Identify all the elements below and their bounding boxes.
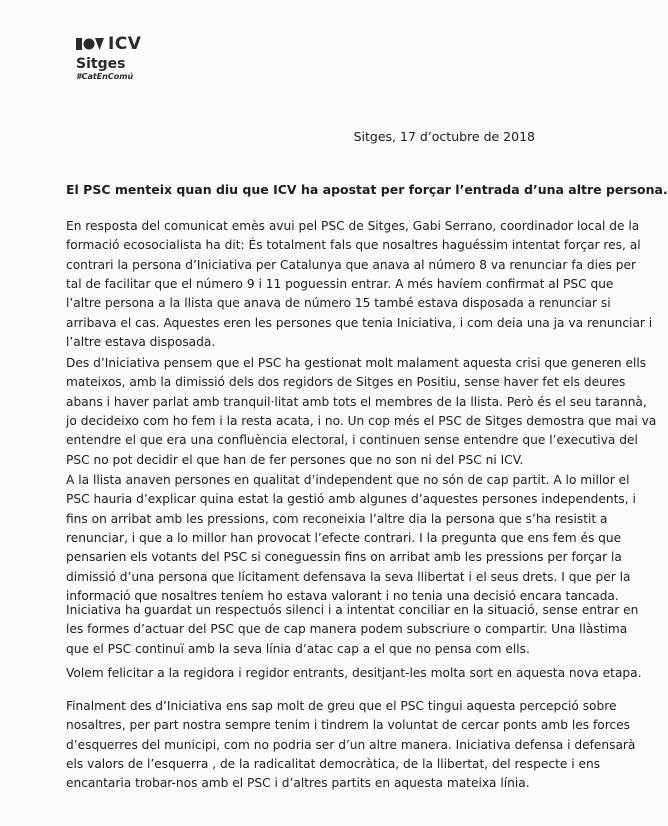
logo-brand: ICV <box>108 34 142 54</box>
paragraph-line: formació ecosocialista ha dit: És totalment fals que nosaltres haguéssim intentat forçar res, al <box>66 238 641 253</box>
paragraph-line: PSC no pot decidir el que han de fer persones que no son ni del PSC ni ICV. <box>66 452 524 467</box>
paragraph-line: pensarien els votants del PSC si coneguessin fins on arribat amb les pressions per forçar la <box>66 550 622 565</box>
icv-logo <box>76 34 186 82</box>
paragraph-line: renunciar, i que a lo millor han provocat l’efecte contrari. I la pregunta que ens fem és que <box>66 530 622 545</box>
paragraph-line: els valors de l’esquerra , de la radicalitat democràtica, de la llibertat, del respecte i ens <box>66 756 601 771</box>
paragraph-line: d’esquerres del municipi, com no podria ser d’un altre manera. Iniciativa defensa i defensarà <box>66 737 636 752</box>
paragraph-line: l’altre persona a la llista que anava de número 15 també estava disposada a renunciar si <box>66 296 611 311</box>
paragraph-line: informació que nosaltres teníem ho estava valorant i no tenia una decisió encara tancada. <box>66 588 619 603</box>
paragraph-line: dimissió d’una persona que lícitament defensava la seva llibertat i el seus drets. I que per la <box>66 569 631 584</box>
paragraph-line: A la llista anaven persones en qualitat d’independent que no són de cap partit. A lo millor el <box>66 473 630 487</box>
paragraph-line: l’altre estava disposada. <box>66 334 216 349</box>
paragraph-line: En resposta del comunicat emès avui pel PSC de Sitges, Gabi Serrano, coordinador local de la <box>66 219 640 233</box>
paragraph-line: Iniciativa ha guardat un respectuós silenci i a intentat conciliar en la situació, sense entrar en <box>66 603 639 617</box>
paragraph-line: fins on arribat amb les pressions, com reconeixia l’altre dia la persona que s’ha resistit a <box>66 511 608 526</box>
paragraph-line: entendre el que era una confluència electoral, i continuen sense entendre que l’executiva del <box>66 433 638 448</box>
logo-hashtag: #CatEnComú <box>76 72 134 81</box>
paragraph-line: Des d’Iniciativa pensem que el PSC ha gestionat molt malament aquesta crisi que generen ells <box>66 356 647 370</box>
paragraph-line: contrari la persona d’Iniciativa per Catalunya que anava al número 8 va renunciar fa dies per <box>66 257 637 272</box>
paragraph-line: les formes d’actuar del PSC que de cap manera podem subscriure o compartir. Una llàstima <box>66 622 628 637</box>
paragraph-line: mateixos, amb la dimissió dels dos regidors de Sitges en Positiu, sense haver fet els deures <box>66 375 626 390</box>
paragraph-line: jo decideixo com ho fem i la resta acata, i no. Un cop més el PSC de Sitges demostra que mai va <box>66 413 657 428</box>
icv-emblem-icon <box>76 35 104 53</box>
paragraph-line: nosaltres, per part nostra sempre tenim i tindrem la voluntat de cercar ponts amb les forces <box>66 718 630 733</box>
paragraph-line: tal de facilitar que el número 9 i 11 poguessin entrar. A més havíem confirmat al PSC que <box>66 276 614 291</box>
paragraph-line: Volem felicitar a la regidora i regidor entrants, desitjant-les molta sort en aquesta nova etapa. <box>66 666 642 680</box>
logo-city: Sitges <box>76 56 126 72</box>
paragraph-line: encantaria trobar-nos amb el PSC i d’altres partits en aquesta mateixa línia. <box>66 776 530 791</box>
letter-date: Sitges, 17 d’octubre de 2018 <box>353 129 535 144</box>
paragraph-line: que el PSC continuï amb la seva línia d’atac cap a el que no pensa com ells. <box>66 641 530 656</box>
paragraph-line: PSC hauria d’explicar quina estat la gestió amb algunes d’aquestes persones independents, i <box>66 492 636 507</box>
paragraph-line: abans i haver parlat amb tranquil·litat amb tots el membres de la llista. Però és el seu tarannà, <box>66 394 647 409</box>
letter-headline: El PSC menteix quan diu que ICV ha apostat per forçar l’entrada d’una altre persona. <box>66 182 668 197</box>
paragraph-line: Finalment des d’Iniciativa ens sap molt de greu que el PSC tingui aquesta percepció sobre <box>66 699 617 713</box>
paragraph-line: arribava el cas. Aquestes eren les persones que tenia Iniciativa, i com deia una ja va renunciar i <box>66 315 653 330</box>
